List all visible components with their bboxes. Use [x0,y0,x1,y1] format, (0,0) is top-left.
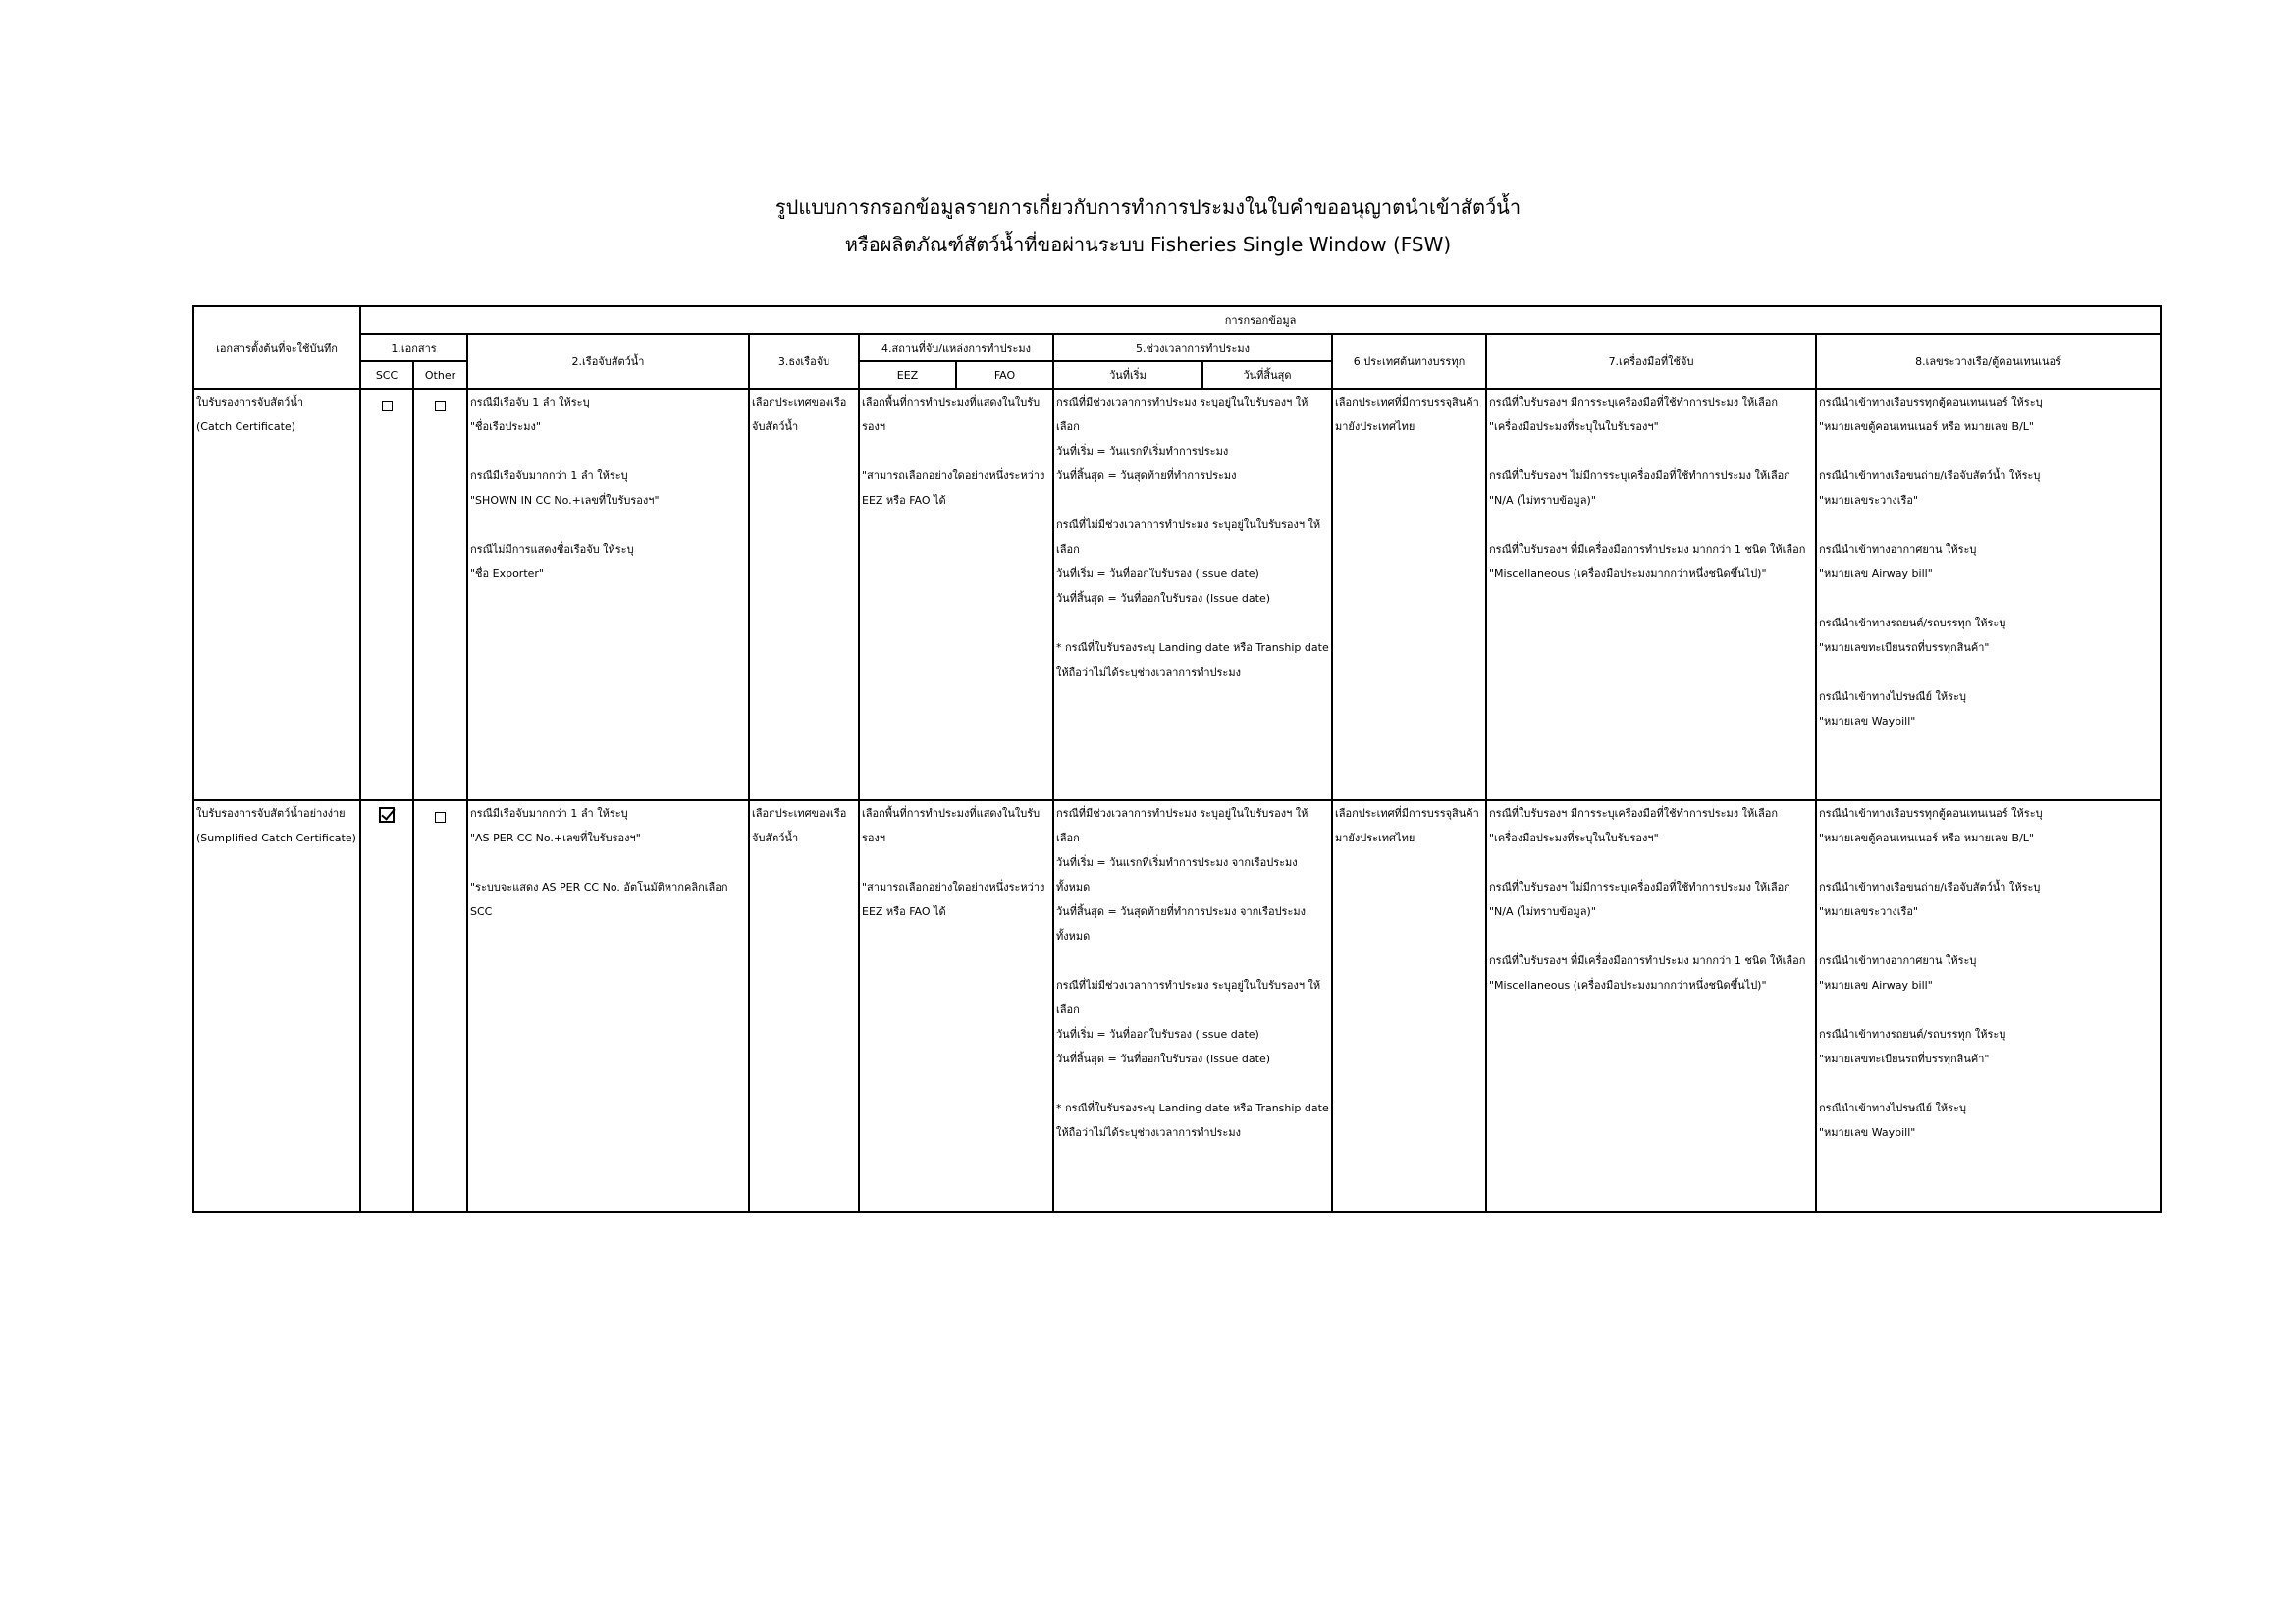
flag-cell: เลือกประเทศของเรือจับสัตว์น้ำ [749,389,859,800]
vessel-cell: กรณีมีเรือจับ 1 ลำ ให้ระบุ "ชื่อเรือประมง" กรณีมีเรือจับมากกว่า 1 ลำ ให้ระบุ "SHOWN IN CC No.+เลขที่ใบรับรองฯ" กรณีไม่มีการแสดงชื่อเรือจับ ให้ระบุ "ชื่อ Exporter" [467,389,749,800]
fishing-period-cell: กรณีที่มีช่วงเวลาการทำประมง ระบุอยู่ในใบรับรองฯ ให้เลือก วันที่เริ่ม = วันแรกที่เริ่มทำการประมง จากเรือประมงทั้งหมด วันที่สิ้นสุด = วันสุดท้ายที่ทำการประมง จากเรือประมงทั้งหมด กรณีที่ไม่มีช่วงเวลาการทำประมง ระบุอยู่ในใบรับรองฯ ให้เลือก วันที่เริ่ม = วันที่ออกใบรับรอง (Issue date) วันที่สิ้นสุด = วันที่ออกใบรับรอง (Issue date) * กรณีที่ใบรับรองระบุ Landing date หรือ Tranship date ให้ถือว่าไม่ได้ระบุช่วงเวลาการทำประมง [1053,800,1332,1212]
catch-area-cell: เลือกพื้นที่การทำประมงที่แสดงในใบรับรองฯ "สามารถเลือกอย่างใดอย่างหนึ่งระหว่าง EEZ หรือ FAO ได้ [859,389,1053,800]
other-checkbox[interactable] [435,401,446,411]
table-row [193,800,2161,1212]
data-entry-table [192,305,2162,1213]
doc-cell: ใบรับรองการจับสัตว์น้ำ (Catch Certificate) [193,389,360,800]
scc-checkbox[interactable] [382,401,393,411]
header-fishing-period: 5.ช่วงเวลาการทำประมง [1053,334,1332,361]
fishing-gear-cell: กรณีที่ใบรับรองฯ มีการระบุเครื่องมือที่ใช้ทำการประมง ให้เลือก "เครื่องมือประมงที่ระบุในใบรับรองฯ" กรณีที่ใบรับรองฯ ไม่มีการระบุเครื่องมือที่ใช้ทำการประมง ให้เลือก "N/A (ไม่ทราบข้อมูล)" กรณีที่ใบรับรองฯ ที่มีเครื่องมือการทำประมง มากกว่า 1 ชนิด ให้เลือก "Miscellaneous (เครื่องมือประมงมากกว่าหนึ่งชนิดขึ้นไป)" [1486,389,1816,800]
flag-cell: เลือกประเทศของเรือจับสัตว์น้ำ [749,800,859,1212]
scc-checkbox[interactable] [379,807,395,823]
page-title: รูปแบบการกรอกข้อมูลรายการเกี่ยวกับการทำการประมงในใบคำขออนุญาตนำเข้าสัตว์น้ำ [774,195,1522,219]
page-subtitle: หรือผลิตภัณฑ์สัตว์น้ำที่ขอผ่านระบบ Fisheries Single Window (FSW) [844,233,1452,256]
header-vessel: 2.เรือจับสัตว์น้ำ [467,334,749,389]
header-end-date: วันที่สิ้นสุด [1202,361,1332,389]
header-fao: FAO [956,361,1053,389]
header-container-number: 8.เลขระวางเรือ/ตู้คอนเทนเนอร์ [1816,334,2161,389]
header-scc: SCC [360,361,413,389]
doc-cell: ใบรับรองการจับสัตว์น้ำอย่างง่าย (Sumplified Catch Certificate) [193,800,360,1212]
header-source-document: เอกสารตั้งต้นที่จะใช้บันทึก [193,306,360,389]
container-number-cell: กรณีนำเข้าทางเรือบรรทุกตู้คอนเทนเนอร์ ให้ระบุ "หมายเลขตู้คอนเทนเนอร์ หรือ หมายเลข B/L" กรณีนำเข้าทางเรือขนถ่าย/เรือจับสัตว์น้ำ ให้ระบุ "หมายเลขระวางเรือ" กรณีนำเข้าทางอากาศยาน ให้ระบุ "หมายเลข Airway bill" กรณีนำเข้าทางรถยนต์/รถบรรทุก ให้ระบุ "หมายเลขทะเบียนรถที่บรรทุกสินค้า" กรณีนำเข้าทางไปรษณีย์ ให้ระบุ "หมายเลข Waybill" [1816,389,2161,800]
other-checkbox[interactable] [435,812,446,823]
header-eez: EEZ [859,361,956,389]
header-start-date: วันที่เริ่ม [1053,361,1202,389]
origin-country-cell: เลือกประเทศที่มีการบรรจุสินค้ามายังประเทศไทย [1332,800,1486,1212]
vessel-cell: กรณีมีเรือจับมากกว่า 1 ลำ ให้ระบุ "AS PER CC No.+เลขที่ใบรับรองฯ" "ระบบจะแสดง AS PER CC No. อัตโนมัติหากคลิกเลือก SCC [467,800,749,1212]
container-number-cell: กรณีนำเข้าทางเรือบรรทุกตู้คอนเทนเนอร์ ให้ระบุ "หมายเลขตู้คอนเทนเนอร์ หรือ หมายเลข B/L" กรณีนำเข้าทางเรือขนถ่าย/เรือจับสัตว์น้ำ ให้ระบุ "หมายเลขระวางเรือ" กรณีนำเข้าทางอากาศยาน ให้ระบุ "หมายเลข Airway bill" กรณีนำเข้าทางรถยนต์/รถบรรทุก ให้ระบุ "หมายเลขทะเบียนรถที่บรรทุกสินค้า" กรณีนำเข้าทางไปรษณีย์ ให้ระบุ "หมายเลข Waybill" [1816,800,2161,1212]
header-flag: 3.ธงเรือจับ [749,334,859,389]
fishing-gear-cell: กรณีที่ใบรับรองฯ มีการระบุเครื่องมือที่ใช้ทำการประมง ให้เลือก "เครื่องมือประมงที่ระบุในใบรับรองฯ" กรณีที่ใบรับรองฯ ไม่มีการระบุเครื่องมือที่ใช้ทำการประมง ให้เลือก "N/A (ไม่ทราบข้อมูล)" กรณีที่ใบรับรองฯ ที่มีเครื่องมือการทำประมง มากกว่า 1 ชนิด ให้เลือก "Miscellaneous (เครื่องมือประมงมากกว่าหนึ่งชนิดขึ้นไป)" [1486,800,1816,1212]
header-data-entry: การกรอกข้อมูล [360,306,2161,334]
origin-country-cell: เลือกประเทศที่มีการบรรจุสินค้ามายังประเทศไทย [1332,389,1486,800]
catch-area-cell: เลือกพื้นที่การทำประมงที่แสดงในใบรับรองฯ "สามารถเลือกอย่างใดอย่างหนึ่งระหว่าง EEZ หรือ FAO ได้ [859,800,1053,1212]
table-row [193,389,2161,800]
header-other: Other [413,361,467,389]
header-catch-area: 4.สถานที่จับ/แหล่งการทำประมง [859,334,1053,361]
header-fishing-gear: 7.เครื่องมือที่ใช้จับ [1486,334,1816,389]
header-origin-country: 6.ประเทศต้นทางบรรทุก [1332,334,1486,389]
fishing-period-cell: กรณีที่มีช่วงเวลาการทำประมง ระบุอยู่ในใบรับรองฯ ให้เลือก วันที่เริ่ม = วันแรกที่เริ่มทำการประมง วันที่สิ้นสุด = วันสุดท้ายที่ทำการประมง กรณีที่ไม่มีช่วงเวลาการทำประมง ระบุอยู่ในใบรับรองฯ ให้เลือก วันที่เริ่ม = วันที่ออกใบรับรอง (Issue date) วันที่สิ้นสุด = วันที่ออกใบรับรอง (Issue date) * กรณีที่ใบรับรองระบุ Landing date หรือ Tranship date ให้ถือว่าไม่ได้ระบุช่วงเวลาการทำประมง [1053,389,1332,800]
header-document: 1.เอกสาร [360,334,467,361]
